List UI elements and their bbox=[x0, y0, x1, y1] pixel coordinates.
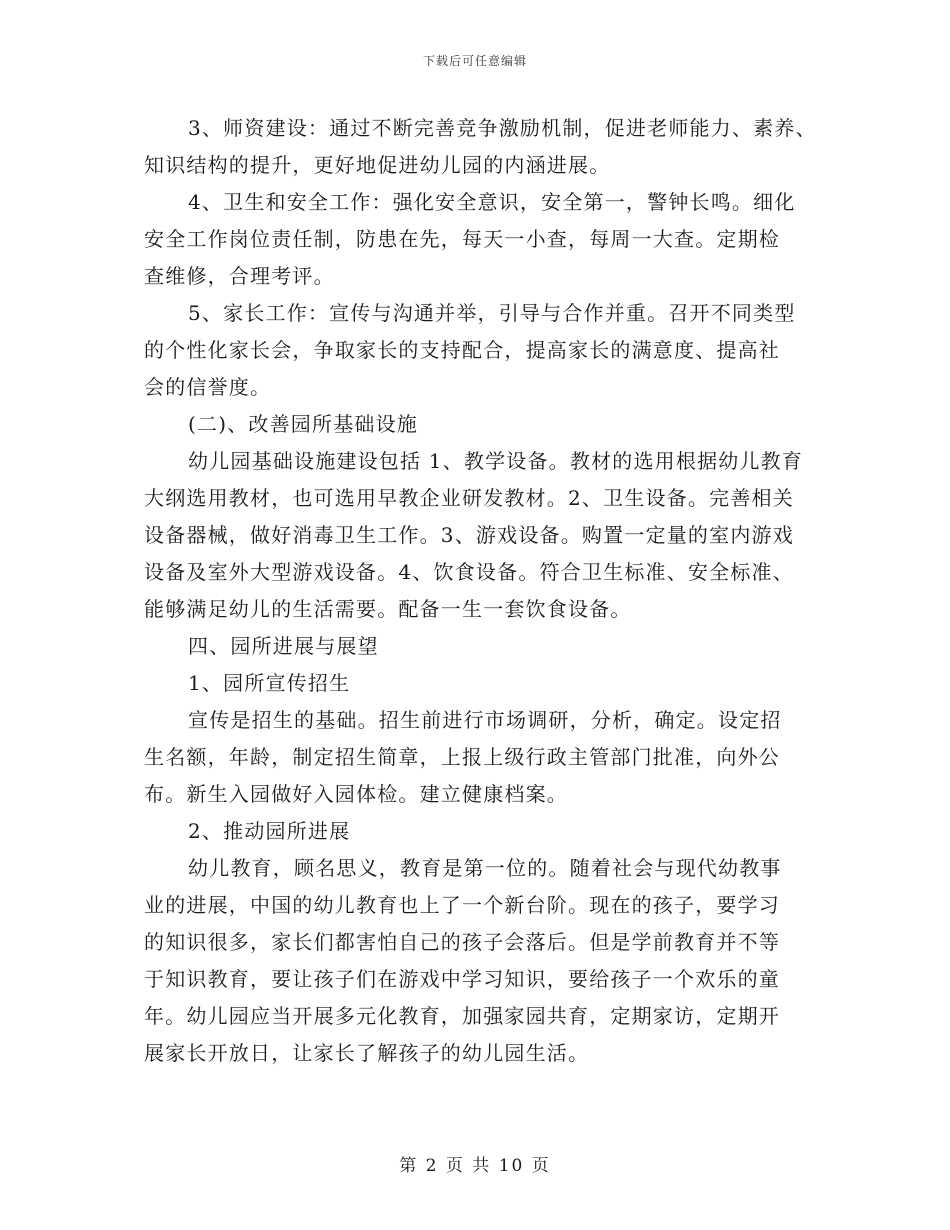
page-header: 下载后可任意编辑 bbox=[422, 54, 527, 68]
text-line: 的知识很多，家长们都害怕自己的孩子会落后。但是学前教育并不等 bbox=[144, 930, 780, 954]
text-line: 布。新生入园做好入园体检。建立健康档案。 bbox=[144, 782, 568, 806]
paragraph-development bbox=[144, 850, 809, 1072]
text-line: 的个性化家长会，争取家长的支持配合，提高家长的满意度、提高社 bbox=[144, 338, 780, 362]
text-line: (二)、改善园所基础设施 bbox=[188, 412, 419, 436]
text-line: 年。幼儿园应当开展多元化教育，加强家园共育，定期家访，定期开 bbox=[144, 1004, 780, 1028]
section-heading-facilities bbox=[144, 406, 809, 443]
text-line: 四、园所进展与展望 bbox=[188, 634, 379, 658]
text-line: 设备器械，做好消毒卫生工作。3、游戏设备。购置一定量的室内游戏 bbox=[144, 523, 794, 547]
subheading-development bbox=[144, 813, 809, 850]
text-line: 幼儿园基础设施建设包括 1、教学设备。教材的选用根据幼儿教育 bbox=[188, 449, 804, 473]
paragraph-facilities bbox=[144, 443, 809, 628]
text-line: 生名额，年龄，制定招生简章，上报上级行政主管部门批准，向外公 bbox=[144, 745, 780, 769]
paragraph-teacher-building bbox=[144, 110, 817, 184]
text-line: 宣传是招生的基础。招生前进行市场调研，分析，确定。设定招 bbox=[188, 708, 782, 732]
text-line: 安全工作岗位责任制，防患在先，每天一小查，每周一大查。定期检 bbox=[144, 227, 780, 251]
text-line: 能够满足幼儿的生活需要。配备一生一套饮食设备。 bbox=[144, 597, 632, 621]
text-line: 幼儿教育，顾名思义，教育是第一位的。随着社会与现代幼教事 bbox=[188, 856, 782, 880]
text-line: 3、师资建设：通过不断完善竞争激励机制，促进老师能力、素养、 bbox=[188, 116, 817, 140]
text-line: 4、卫生和安全工作：强化安全意识，安全第一，警钟长鸣。细化 bbox=[188, 190, 796, 214]
text-line: 知识结构的提升，更好地促进幼儿园的内涵进展。 bbox=[144, 153, 611, 177]
text-line: 业的进展，中国的幼儿教育也上了一个新台阶。现在的孩子，要学习 bbox=[144, 893, 780, 917]
text-line: 1、园所宣传招生 bbox=[188, 671, 351, 695]
page-number-footer: 第 2 页 共 10 页 bbox=[399, 1156, 551, 1176]
text-line: 于知识教育，要让孩子们在游戏中学习知识，要给孩子一个欢乐的童 bbox=[144, 967, 780, 991]
paragraph-parent-work bbox=[144, 295, 809, 406]
paragraph-enrollment bbox=[144, 702, 809, 813]
text-line: 查维修，合理考评。 bbox=[144, 264, 335, 288]
text-line: 设备及室外大型游戏设备。4、饮食设备。符合卫生标准、安全标准、 bbox=[144, 560, 794, 584]
text-line: 展家长开放日，让家长了解孩子的幼儿园生活。 bbox=[144, 1041, 590, 1065]
subheading-enrollment bbox=[144, 665, 809, 702]
text-line: 2、推动园所进展 bbox=[188, 819, 351, 843]
text-line: 大纲选用教材，也可选用早教企业研发教材。2、卫生设备。完善相关 bbox=[144, 486, 794, 510]
text-line: 5、家长工作：宣传与沟通并举，引导与合作并重。召开不同类型 bbox=[188, 301, 796, 325]
document-body bbox=[144, 110, 817, 1072]
section-heading-outlook bbox=[144, 628, 809, 665]
text-line: 会的信誉度。 bbox=[144, 375, 272, 399]
paragraph-hygiene-safety bbox=[144, 184, 809, 295]
